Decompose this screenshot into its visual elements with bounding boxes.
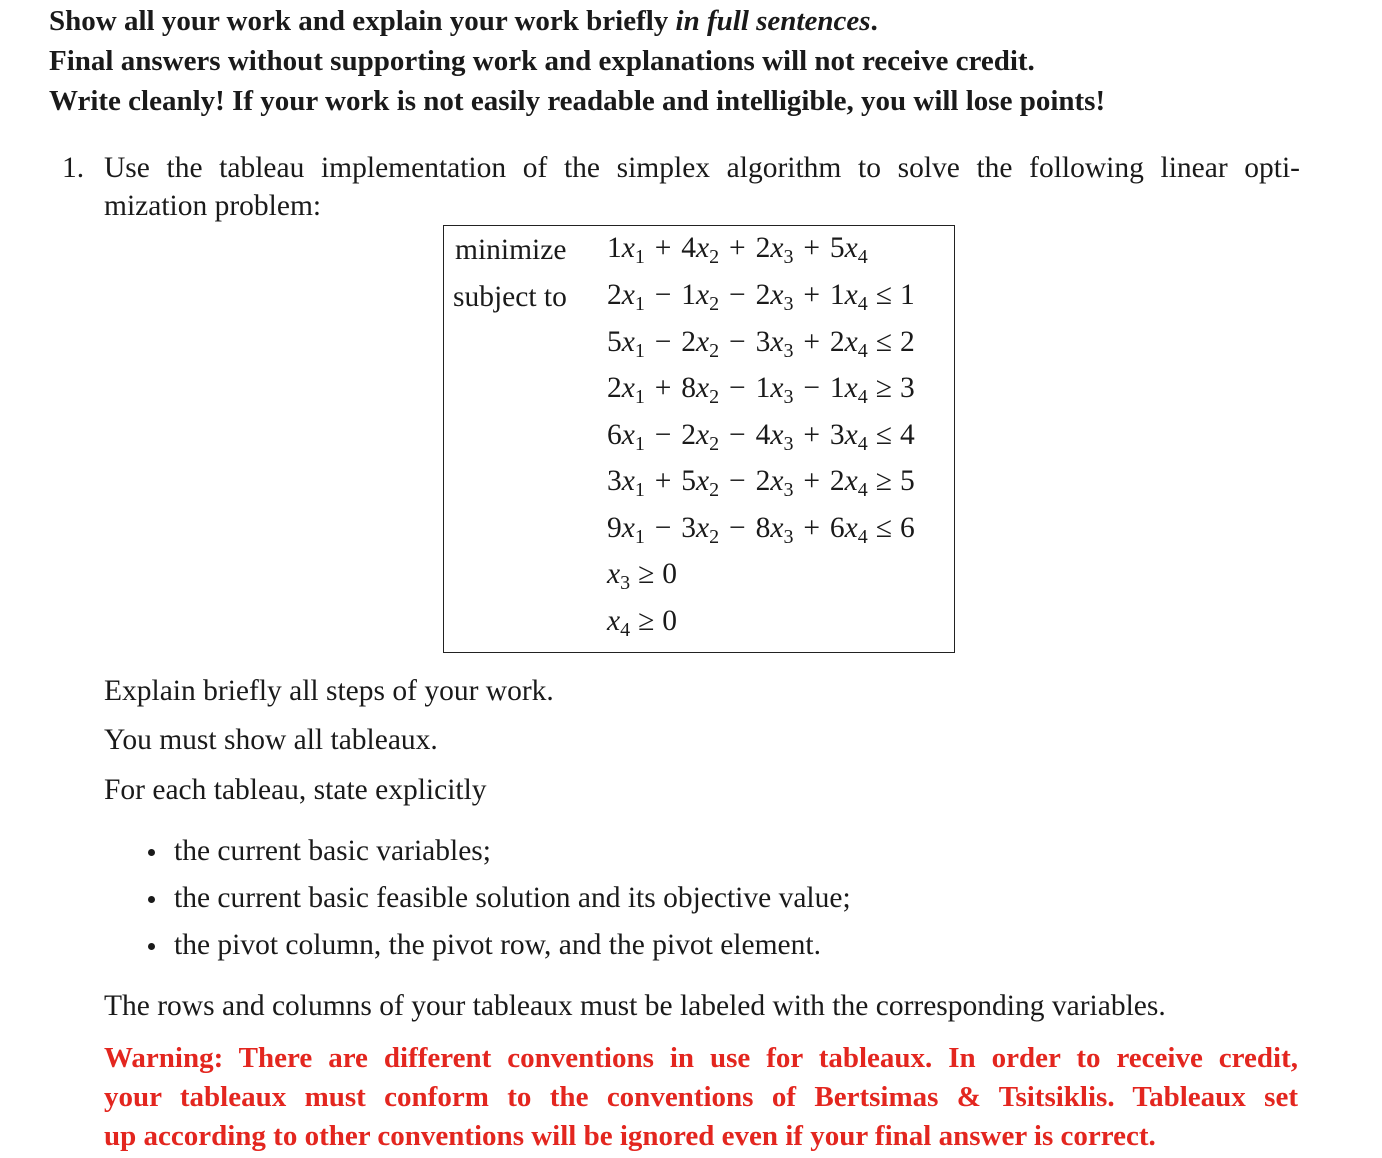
lp-operator: + <box>648 465 678 497</box>
lp-term: $3x_2$ <box>681 512 720 548</box>
constraint-expression <box>607 605 678 641</box>
instruction-line-2: Final answers without supporting work and explanations will not receive credit. <box>49 45 1035 77</box>
lp-relation: ≤ <box>875 512 892 544</box>
lp-term: $3x_3$ <box>755 326 794 362</box>
constraint-expression <box>607 558 678 594</box>
lp-term: $5x_4$ <box>829 232 868 268</box>
instruction-line-1 <box>49 3 878 39</box>
constraint-expression <box>607 512 915 548</box>
bullet-item: the current basic feasible solution and its objective value; <box>174 882 851 914</box>
labeling-note: The rows and columns of your tableaux must be labeled with the corresponding variables. <box>104 990 1166 1022</box>
lp-term: $8x_3$ <box>755 512 794 548</box>
lp-operator: − <box>648 512 678 544</box>
lp-operator: + <box>797 232 826 264</box>
lp-rhs: 6 <box>899 512 915 544</box>
lp-operator: − <box>648 279 678 311</box>
constraint-expression <box>607 465 915 501</box>
lp-term: $8x_2$ <box>681 372 720 408</box>
lp-term: $3x_1$ <box>607 465 645 501</box>
lp-term: $2x_2$ <box>681 326 720 362</box>
lp-term: $6x_4$ <box>829 512 868 548</box>
lp-term: $2x_3$ <box>755 465 794 501</box>
lp-term: $2x_2$ <box>681 419 720 455</box>
lp-operator: − <box>723 326 752 358</box>
lp-term: $6x_1$ <box>607 419 645 455</box>
lp-operator: − <box>723 465 752 497</box>
lp-term: $1x_3$ <box>755 372 794 408</box>
lp-relation: ≥ <box>638 605 655 637</box>
explain-line-1: Explain briefly all steps of your work. <box>104 675 554 707</box>
lp-relation: ≤ <box>875 326 892 358</box>
lp-operator: − <box>648 419 678 451</box>
lp-relation: ≥ <box>875 465 892 497</box>
lp-term: $2x_3$ <box>755 279 794 315</box>
problem-text-line-1: Use the tableau implementation of the simplex algorithm to solve the following linear opti- <box>104 152 1300 184</box>
lp-term: $4x_2$ <box>681 232 720 268</box>
bullet-dot <box>148 896 155 903</box>
objective-label: minimize <box>455 234 567 266</box>
explain-line-3: For each tableau, state explicitly <box>104 774 487 806</box>
lp-term: $3x_4$ <box>829 419 868 455</box>
instruction-line-1-period: . <box>870 5 878 37</box>
lp-term: $9x_1$ <box>607 512 645 548</box>
lp-operator: − <box>723 372 752 404</box>
lp-term: $x_3$ <box>607 558 631 594</box>
lp-term: $5x_2$ <box>681 465 720 501</box>
lp-rhs: 0 <box>662 558 678 590</box>
constraint-expression <box>607 326 915 362</box>
lp-term: $2x_1$ <box>607 279 645 315</box>
lp-rhs: 0 <box>662 605 678 637</box>
lp-term: $x_4$ <box>607 605 631 641</box>
lp-term: $2x_3$ <box>755 232 794 268</box>
bullet-dot <box>148 943 155 950</box>
lp-term: $1x_1$ <box>607 232 645 268</box>
lp-operator: + <box>797 512 826 544</box>
lp-relation: ≤ <box>875 419 892 451</box>
lp-operator: − <box>648 326 678 358</box>
objective-expression <box>607 232 868 268</box>
problem-text-line-2: mization problem: <box>104 190 322 222</box>
constraint-expression <box>607 419 915 455</box>
instruction-line-3: Write cleanly! If your work is not easily readable and intelligible, you will lose points! <box>49 85 1106 117</box>
lp-rhs: 5 <box>899 465 915 497</box>
lp-term: $5x_1$ <box>607 326 645 362</box>
lp-operator: + <box>648 372 678 404</box>
lp-term: $1x_4$ <box>829 279 868 315</box>
lp-rhs: 4 <box>899 419 915 451</box>
lp-relation: ≥ <box>638 558 655 590</box>
lp-operator: + <box>723 232 752 264</box>
lp-rhs: 3 <box>899 372 915 404</box>
lp-rhs: 2 <box>899 326 915 358</box>
lp-relation: ≤ <box>875 279 892 311</box>
lp-operator: + <box>797 465 826 497</box>
warning-line-2: your tableaux must conform to the conventions of Bertsimas & Tsitsiklis. Tableaux set <box>104 1081 1298 1113</box>
constraint-expression <box>607 279 915 315</box>
instruction-line-1-italic: in full sentences <box>675 5 871 37</box>
lp-rhs: 1 <box>899 279 915 311</box>
constraint-expression <box>607 372 915 408</box>
lp-operator: − <box>723 512 752 544</box>
warning-line-1: Warning: There are different conventions in use for tableaux. In order to receive credit, <box>104 1042 1298 1074</box>
lp-term: $4x_3$ <box>755 419 794 455</box>
bullet-item: the current basic variables; <box>174 835 491 867</box>
lp-operator: − <box>723 419 752 451</box>
bullet-dot <box>148 849 155 856</box>
lp-term: $2x_4$ <box>829 465 868 501</box>
lp-term: $2x_4$ <box>829 326 868 362</box>
lp-operator: + <box>797 279 826 311</box>
instruction-line-1-text: Show all your work and explain your work briefly <box>49 5 676 37</box>
warning-line-3: up according to other conventions will be ignored even if your final answer is correct. <box>104 1120 1156 1152</box>
lp-operator: + <box>648 232 678 264</box>
constraints-label: subject to <box>453 281 567 313</box>
lp-operator: − <box>723 279 752 311</box>
lp-operator: + <box>797 419 826 451</box>
linear-program-box <box>443 225 955 653</box>
lp-term: $2x_1$ <box>607 372 645 408</box>
lp-term: $1x_2$ <box>681 279 720 315</box>
lp-operator: − <box>797 372 826 404</box>
lp-operator: + <box>797 326 826 358</box>
lp-relation: ≥ <box>875 372 892 404</box>
lp-term: $1x_4$ <box>829 372 868 408</box>
explain-line-2: You must show all tableaux. <box>104 724 438 756</box>
bullet-item: the pivot column, the pivot row, and the pivot element. <box>174 929 821 961</box>
problem-number: 1. <box>62 152 85 184</box>
